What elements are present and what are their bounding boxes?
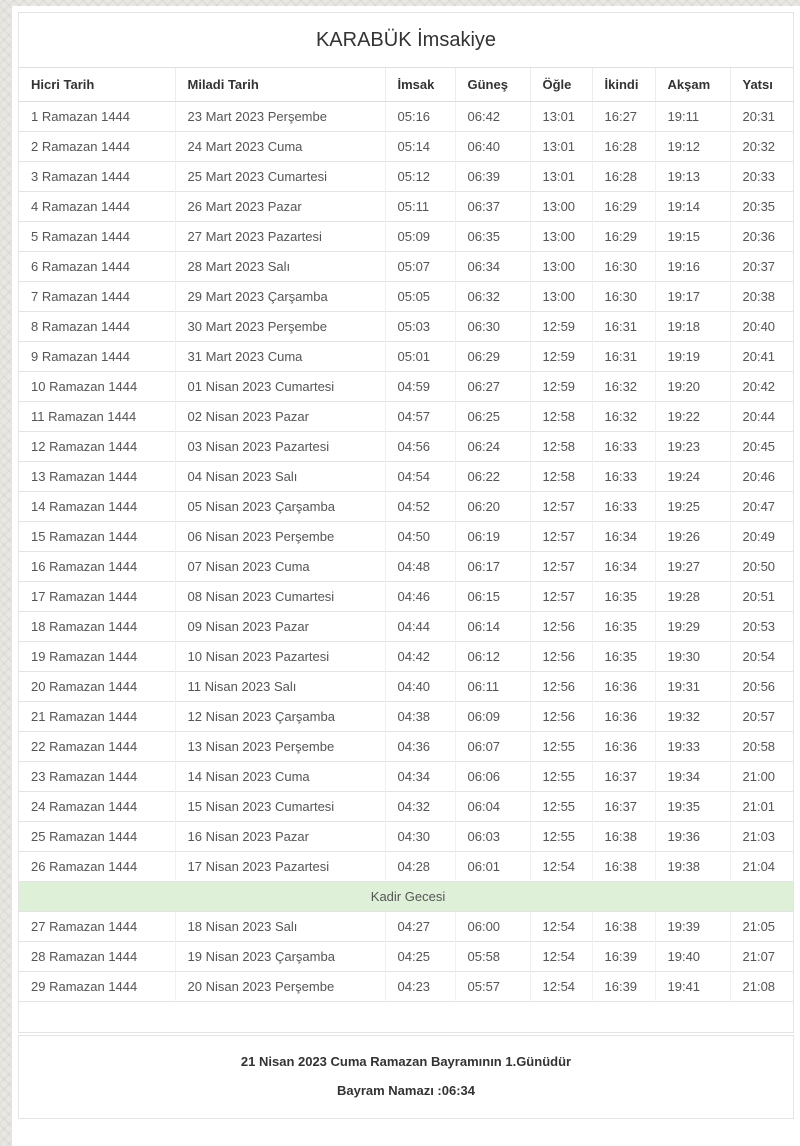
table-cell: 16 Ramazan 1444	[19, 552, 175, 582]
table-row	[19, 462, 793, 492]
table-cell: 19:33	[655, 732, 730, 762]
table-cell: 21:03	[730, 822, 793, 852]
table-cell: 31 Mart 2023 Cuma	[175, 342, 385, 372]
table-row	[19, 672, 793, 702]
table-cell: 04:32	[385, 792, 455, 822]
table-cell: 19:18	[655, 312, 730, 342]
table-cell: 21:08	[730, 972, 793, 1002]
table-cell: 06:37	[455, 192, 530, 222]
table-cell: 13:01	[530, 162, 592, 192]
table-cell: 04:46	[385, 582, 455, 612]
table-cell: 06:27	[455, 372, 530, 402]
table-cell: 13:00	[530, 252, 592, 282]
table-cell: 18 Nisan 2023 Salı	[175, 912, 385, 942]
table-row	[19, 522, 793, 552]
table-cell: 10 Nisan 2023 Pazartesi	[175, 642, 385, 672]
table-cell: 06:24	[455, 432, 530, 462]
table-cell: 19:31	[655, 672, 730, 702]
table-cell: 26 Ramazan 1444	[19, 852, 175, 882]
column-header-miladi-tarih: Miladi Tarih	[175, 68, 385, 102]
table-cell: 16:37	[592, 792, 655, 822]
table-cell: 20:35	[730, 192, 793, 222]
table-row	[19, 732, 793, 762]
table-cell: 04:54	[385, 462, 455, 492]
table-cell: 12:55	[530, 822, 592, 852]
table-cell: 19 Ramazan 1444	[19, 642, 175, 672]
column-header-yatsi: Yatsı	[730, 68, 793, 102]
table-cell: 05:07	[385, 252, 455, 282]
table-cell: 03 Nisan 2023 Pazartesi	[175, 432, 385, 462]
table-cell: 06:12	[455, 642, 530, 672]
table-cell: 19:40	[655, 942, 730, 972]
table-cell: 20:40	[730, 312, 793, 342]
table-cell: 19:34	[655, 762, 730, 792]
table-cell: 16:35	[592, 582, 655, 612]
table-cell: 04:50	[385, 522, 455, 552]
table-cell: 16:27	[592, 102, 655, 132]
table-row	[19, 702, 793, 732]
table-cell: 20:45	[730, 432, 793, 462]
table-cell: 06:40	[455, 132, 530, 162]
table-cell: 05:16	[385, 102, 455, 132]
table-cell: 06:07	[455, 732, 530, 762]
table-cell: 12:54	[530, 912, 592, 942]
table-cell: 4 Ramazan 1444	[19, 192, 175, 222]
table-cell: 05:14	[385, 132, 455, 162]
table-row	[19, 492, 793, 522]
table-cell: 19:26	[655, 522, 730, 552]
kadir-gecesi-row	[19, 882, 793, 912]
table-row	[19, 312, 793, 342]
table-row	[19, 582, 793, 612]
table-cell: 06:20	[455, 492, 530, 522]
table-cell: 12:56	[530, 642, 592, 672]
table-cell: 1 Ramazan 1444	[19, 102, 175, 132]
table-cell: 12:54	[530, 942, 592, 972]
table-cell: 16:34	[592, 552, 655, 582]
table-cell: 20:57	[730, 702, 793, 732]
table-cell: 06:39	[455, 162, 530, 192]
table-cell: 16:36	[592, 732, 655, 762]
table-cell: 01 Nisan 2023 Cumartesi	[175, 372, 385, 402]
table-header	[19, 68, 793, 102]
column-header-hicri-tarih: Hicri Tarih	[19, 68, 175, 102]
table-cell: 06:00	[455, 912, 530, 942]
table-cell: 16:35	[592, 612, 655, 642]
table-cell: 12:58	[530, 432, 592, 462]
table-cell: 04:27	[385, 912, 455, 942]
table-cell: 15 Nisan 2023 Cumartesi	[175, 792, 385, 822]
table-cell: 04:48	[385, 552, 455, 582]
table-cell: 20 Nisan 2023 Perşembe	[175, 972, 385, 1002]
table-cell: 16:31	[592, 342, 655, 372]
table-cell: 24 Ramazan 1444	[19, 792, 175, 822]
table-cell: 06:15	[455, 582, 530, 612]
table-cell: 19:12	[655, 132, 730, 162]
table-cell: 16:30	[592, 252, 655, 282]
table-cell: 19:30	[655, 642, 730, 672]
table-row	[19, 792, 793, 822]
table-cell: 21:01	[730, 792, 793, 822]
table-cell: 26 Mart 2023 Pazar	[175, 192, 385, 222]
table-cell: 16:38	[592, 852, 655, 882]
table-cell: 21:00	[730, 762, 793, 792]
table-row	[19, 432, 793, 462]
table-cell: 12:56	[530, 672, 592, 702]
table-cell: 18 Ramazan 1444	[19, 612, 175, 642]
table-cell: 12:58	[530, 402, 592, 432]
table-cell: 19:36	[655, 822, 730, 852]
table-cell: 16:38	[592, 912, 655, 942]
table-cell: 20:33	[730, 162, 793, 192]
table-cell: 28 Ramazan 1444	[19, 942, 175, 972]
table-row	[19, 642, 793, 672]
table-cell: 13 Nisan 2023 Perşembe	[175, 732, 385, 762]
column-header-ogle: Öğle	[530, 68, 592, 102]
table-cell: 06:35	[455, 222, 530, 252]
table-cell: 19:28	[655, 582, 730, 612]
table-cell: 7 Ramazan 1444	[19, 282, 175, 312]
table-cell: 19:38	[655, 852, 730, 882]
table-cell: 23 Mart 2023 Perşembe	[175, 102, 385, 132]
empty-spacer-row	[19, 1002, 793, 1032]
table-cell: 06:19	[455, 522, 530, 552]
table-cell: 25 Ramazan 1444	[19, 822, 175, 852]
table-cell: 20:47	[730, 492, 793, 522]
table-cell: 16:39	[592, 972, 655, 1002]
table-cell: 16:33	[592, 462, 655, 492]
page-title: KARABÜK İmsakiye	[315, 29, 497, 51]
table-cell: 04:38	[385, 702, 455, 732]
table-row	[19, 402, 793, 432]
table-cell: 13:00	[530, 222, 592, 252]
table-cell: 28 Mart 2023 Salı	[175, 252, 385, 282]
table-cell: 06:11	[455, 672, 530, 702]
table-cell: 16:36	[592, 672, 655, 702]
table-cell: 06:25	[455, 402, 530, 432]
table-cell: 20:58	[730, 732, 793, 762]
table-cell: 16:35	[592, 642, 655, 672]
table-cell: 05:12	[385, 162, 455, 192]
table-cell: 05:57	[455, 972, 530, 1002]
table-row	[19, 102, 793, 132]
table-cell: 04:23	[385, 972, 455, 1002]
table-cell: 16:38	[592, 822, 655, 852]
table-cell: 3 Ramazan 1444	[19, 162, 175, 192]
table-cell: 16:28	[592, 162, 655, 192]
imsakiye-card	[18, 12, 794, 1033]
table-cell: 14 Ramazan 1444	[19, 492, 175, 522]
table-row	[19, 282, 793, 312]
table-cell: 19:22	[655, 402, 730, 432]
table-cell: 04:28	[385, 852, 455, 882]
table-cell: 20:50	[730, 552, 793, 582]
table-cell: 06:06	[455, 762, 530, 792]
table-row	[19, 342, 793, 372]
table-cell: 20:32	[730, 132, 793, 162]
table-cell: 22 Ramazan 1444	[19, 732, 175, 762]
table-cell: 04 Nisan 2023 Salı	[175, 462, 385, 492]
table-cell: 19:23	[655, 432, 730, 462]
table-cell: 20:38	[730, 282, 793, 312]
table-row	[19, 942, 793, 972]
table-cell: 06:30	[455, 312, 530, 342]
table-cell: 12:57	[530, 552, 592, 582]
table-cell: 12:57	[530, 492, 592, 522]
column-header-aksam: Akşam	[655, 68, 730, 102]
table-row	[19, 822, 793, 852]
table-cell: 19:14	[655, 192, 730, 222]
table-cell: 20:44	[730, 402, 793, 432]
table-cell: 2 Ramazan 1444	[19, 132, 175, 162]
table-cell: 04:30	[385, 822, 455, 852]
table-cell: 13:01	[530, 102, 592, 132]
table-cell: 05:05	[385, 282, 455, 312]
table-cell: 06:29	[455, 342, 530, 372]
table-row	[19, 252, 793, 282]
table-cell: 06 Nisan 2023 Perşembe	[175, 522, 385, 552]
column-header-gunes: Güneş	[455, 68, 530, 102]
table-cell: 06:42	[455, 102, 530, 132]
column-header-imsak: İmsak	[385, 68, 455, 102]
table-cell: 19 Nisan 2023 Çarşamba	[175, 942, 385, 972]
table-cell: 16:32	[592, 372, 655, 402]
table-cell: 05:03	[385, 312, 455, 342]
table-cell: 04:25	[385, 942, 455, 972]
table-cell: 20:42	[730, 372, 793, 402]
table-cell: 20:49	[730, 522, 793, 552]
table-cell: 20:36	[730, 222, 793, 252]
table-cell: 16:29	[592, 192, 655, 222]
table-cell: 06:09	[455, 702, 530, 732]
table-cell: 12:57	[530, 522, 592, 552]
table-cell: 19:24	[655, 462, 730, 492]
table-cell: 16 Nisan 2023 Pazar	[175, 822, 385, 852]
kadir-gecesi-label: Kadir Gecesi	[19, 882, 793, 912]
table-cell: 20:56	[730, 672, 793, 702]
table-body	[19, 102, 793, 1032]
footer-note	[18, 1035, 794, 1119]
table-cell: 19:20	[655, 372, 730, 402]
table-cell: 12:59	[530, 372, 592, 402]
table-row	[19, 192, 793, 222]
table-cell: 19:25	[655, 492, 730, 522]
table-cell: 16:33	[592, 492, 655, 522]
table-cell: 13 Ramazan 1444	[19, 462, 175, 492]
table-row	[19, 762, 793, 792]
table-cell: 14 Nisan 2023 Cuma	[175, 762, 385, 792]
table-row	[19, 372, 793, 402]
table-cell: 5 Ramazan 1444	[19, 222, 175, 252]
table-cell: 20:46	[730, 462, 793, 492]
table-cell: 19:19	[655, 342, 730, 372]
table-cell: 27 Mart 2023 Pazartesi	[175, 222, 385, 252]
table-cell: 11 Nisan 2023 Salı	[175, 672, 385, 702]
table-cell: 16:32	[592, 402, 655, 432]
table-cell: 04:42	[385, 642, 455, 672]
table-cell: 06:14	[455, 612, 530, 642]
table-cell: 15 Ramazan 1444	[19, 522, 175, 552]
table-cell: 8 Ramazan 1444	[19, 312, 175, 342]
table-cell: 04:34	[385, 762, 455, 792]
table-cell: 20:31	[730, 102, 793, 132]
table-cell: 21 Ramazan 1444	[19, 702, 175, 732]
table-cell: 19:41	[655, 972, 730, 1002]
table-cell: 16:36	[592, 702, 655, 732]
table-row	[19, 612, 793, 642]
bayram-day-note: 21 Nisan 2023 Cuma Ramazan Bayramının 1.Günüdür	[240, 1053, 572, 1069]
table-cell: 19:15	[655, 222, 730, 252]
table-cell: 11 Ramazan 1444	[19, 402, 175, 432]
table-row	[19, 132, 793, 162]
table-cell: 16:37	[592, 762, 655, 792]
table-cell: 19:16	[655, 252, 730, 282]
table-cell: 19:29	[655, 612, 730, 642]
table-cell: 04:40	[385, 672, 455, 702]
table-cell: 23 Ramazan 1444	[19, 762, 175, 792]
table-cell: 06:03	[455, 822, 530, 852]
table-cell: 04:57	[385, 402, 455, 432]
table-cell: 12:54	[530, 852, 592, 882]
table-cell: 12:54	[530, 972, 592, 1002]
table-cell: 13:00	[530, 282, 592, 312]
table-cell: 06:32	[455, 282, 530, 312]
table-cell: 20:53	[730, 612, 793, 642]
table-row	[19, 852, 793, 882]
table-cell: 05:58	[455, 942, 530, 972]
table-cell: 20:41	[730, 342, 793, 372]
table-cell: 16:30	[592, 282, 655, 312]
table-cell: 12:58	[530, 462, 592, 492]
table-cell: 21:05	[730, 912, 793, 942]
page	[12, 6, 800, 1146]
table-cell: 21:07	[730, 942, 793, 972]
table-cell: 06:17	[455, 552, 530, 582]
table-cell: 16:29	[592, 222, 655, 252]
table-cell: 12:55	[530, 732, 592, 762]
table-cell: 19:32	[655, 702, 730, 732]
table-cell: 05 Nisan 2023 Çarşamba	[175, 492, 385, 522]
table-cell: 16:28	[592, 132, 655, 162]
table-header-row	[19, 68, 793, 102]
table-row	[19, 972, 793, 1002]
bayram-namazi-time: Bayram Namazı :06:34	[336, 1082, 476, 1098]
table-cell: 06:34	[455, 252, 530, 282]
table-cell: 9 Ramazan 1444	[19, 342, 175, 372]
table-cell: 16:39	[592, 942, 655, 972]
table-cell: 16:31	[592, 312, 655, 342]
table-cell: 08 Nisan 2023 Cumartesi	[175, 582, 385, 612]
table-cell: 07 Nisan 2023 Cuma	[175, 552, 385, 582]
table-cell: 12:56	[530, 702, 592, 732]
table-cell: 29 Mart 2023 Çarşamba	[175, 282, 385, 312]
table-cell: 04:44	[385, 612, 455, 642]
table-cell: 13:00	[530, 192, 592, 222]
table-cell: 20:54	[730, 642, 793, 672]
table-cell: 27 Ramazan 1444	[19, 912, 175, 942]
table-cell: 20:37	[730, 252, 793, 282]
table-cell: 04:36	[385, 732, 455, 762]
table-cell: 19:11	[655, 102, 730, 132]
table-cell: 10 Ramazan 1444	[19, 372, 175, 402]
table-cell: 16:34	[592, 522, 655, 552]
table-cell: 12:55	[530, 762, 592, 792]
table-cell: 06:04	[455, 792, 530, 822]
table-cell: 05:01	[385, 342, 455, 372]
table-cell: 04:56	[385, 432, 455, 462]
table-cell: 12:56	[530, 612, 592, 642]
prayer-times-table	[19, 67, 793, 1032]
table-cell: 6 Ramazan 1444	[19, 252, 175, 282]
table-cell: 20 Ramazan 1444	[19, 672, 175, 702]
table-cell: 17 Ramazan 1444	[19, 582, 175, 612]
table-cell: 20:51	[730, 582, 793, 612]
table-cell: 12 Ramazan 1444	[19, 432, 175, 462]
table-cell: 29 Ramazan 1444	[19, 972, 175, 1002]
table-cell: 19:27	[655, 552, 730, 582]
table-cell: 25 Mart 2023 Cumartesi	[175, 162, 385, 192]
table-cell: 04:52	[385, 492, 455, 522]
table-cell: 12:57	[530, 582, 592, 612]
table-cell: 24 Mart 2023 Cuma	[175, 132, 385, 162]
table-cell: 17 Nisan 2023 Pazartesi	[175, 852, 385, 882]
table-cell: 19:17	[655, 282, 730, 312]
table-cell: 04:59	[385, 372, 455, 402]
table-cell: 12:55	[530, 792, 592, 822]
table-cell: 30 Mart 2023 Perşembe	[175, 312, 385, 342]
table-row	[19, 162, 793, 192]
table-row	[19, 222, 793, 252]
table-cell: 13:01	[530, 132, 592, 162]
table-cell: 06:01	[455, 852, 530, 882]
table-cell: 16:33	[592, 432, 655, 462]
table-cell: 02 Nisan 2023 Pazar	[175, 402, 385, 432]
table-cell: 19:39	[655, 912, 730, 942]
table-cell: 19:13	[655, 162, 730, 192]
empty-spacer-cell	[19, 1002, 793, 1032]
table-row	[19, 552, 793, 582]
table-cell: 05:09	[385, 222, 455, 252]
table-cell: 09 Nisan 2023 Pazar	[175, 612, 385, 642]
table-cell: 12 Nisan 2023 Çarşamba	[175, 702, 385, 732]
table-cell: 06:22	[455, 462, 530, 492]
table-cell: 12:59	[530, 312, 592, 342]
table-cell: 21:04	[730, 852, 793, 882]
table-cell: 12:59	[530, 342, 592, 372]
table-cell: 19:35	[655, 792, 730, 822]
table-cell: 05:11	[385, 192, 455, 222]
table-row	[19, 912, 793, 942]
column-header-ikindi: İkindi	[592, 68, 655, 102]
